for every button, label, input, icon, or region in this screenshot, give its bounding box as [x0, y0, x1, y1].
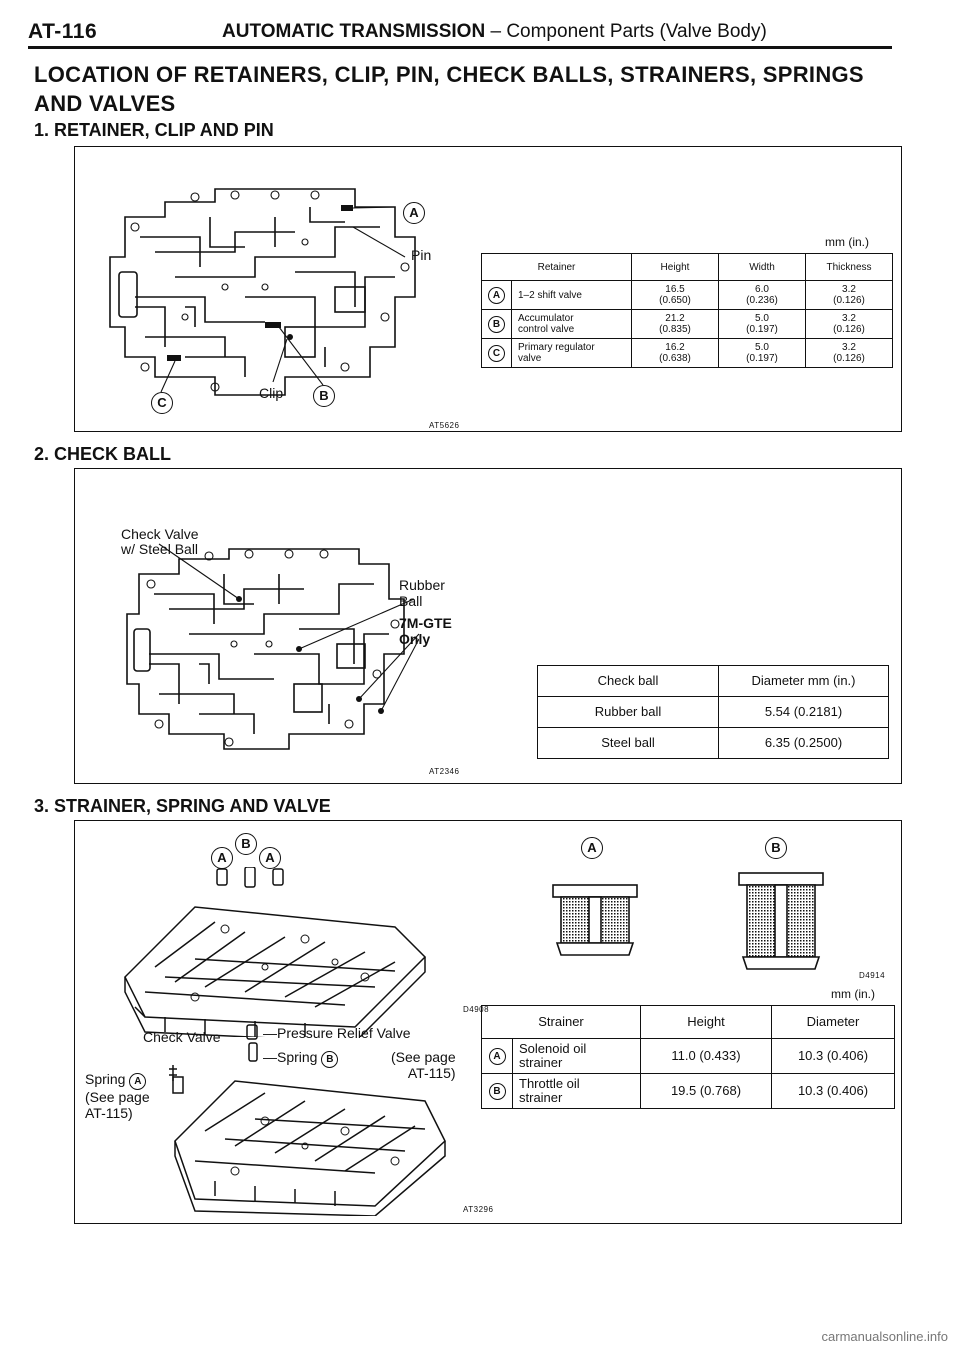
check-valve-label-3: Check Valve: [143, 1029, 221, 1045]
header-width: Width: [719, 254, 806, 281]
strainer-a-marker: A: [581, 837, 603, 859]
lower-valve-body-diagram: [145, 1021, 455, 1216]
header-strainer: Strainer: [482, 1006, 641, 1039]
row-marker: C: [488, 345, 505, 362]
clip-label: Clip: [259, 385, 284, 401]
header-diameter: Diameter mm (in.): [719, 666, 889, 697]
table-row: [538, 728, 889, 759]
strainer-height: 11.0 (0.433): [641, 1039, 772, 1074]
section-3-unit: mm (in.): [831, 987, 875, 1001]
running-header: [222, 21, 767, 43]
retainer-thickness: 3.2 (0.126): [806, 310, 893, 339]
valve-body-diagram-1: [95, 177, 435, 417]
retainer-thickness: 3.2 (0.126): [806, 281, 893, 310]
check-ball-table: [537, 665, 889, 759]
header-thickness: Thickness: [806, 254, 893, 281]
table-header-row: [482, 254, 893, 281]
solenoid-strainer-drawing: [545, 871, 645, 971]
table-header-row: [482, 1006, 895, 1039]
strainer-diameter: 10.3 (0.406): [772, 1074, 895, 1109]
spring-b-label: —Spring B: [263, 1049, 338, 1068]
section-1-heading: 1. RETAINER, CLIP AND PIN: [34, 120, 274, 140]
figure-code-3c: D4914: [859, 971, 886, 980]
ball-diameter: 6.35 (0.2500): [719, 728, 889, 759]
pin-label: Pin: [411, 247, 432, 263]
table-row: [482, 281, 893, 310]
throttle-strainer-drawing: [731, 865, 831, 981]
header-diameter: Diameter: [772, 1006, 895, 1039]
spring-a-label: Spring A: [85, 1071, 146, 1090]
section-3-panel: [74, 820, 902, 1224]
section-2-panel: [74, 468, 902, 784]
strainer-name: Throttle oil strainer: [513, 1074, 641, 1109]
marker-c: C: [151, 392, 173, 414]
retainer-spec-table: [481, 253, 893, 368]
table-row: [482, 1039, 895, 1074]
retainer-width: 6.0 (0.236): [719, 281, 806, 310]
retainer-height: 16.2 (0.638): [632, 339, 719, 368]
retainer-height: 16.5 (0.650): [632, 281, 719, 310]
page-number: AT-116: [28, 20, 98, 43]
ball-type: Rubber ball: [538, 697, 719, 728]
spring-a-see-page: (See page AT-115): [85, 1089, 150, 1121]
row-marker: A: [489, 1048, 506, 1065]
figure-code-3b: AT3296: [463, 1205, 494, 1214]
row-marker: B: [488, 316, 505, 333]
retainer-name: Primary regulator valve: [512, 339, 632, 368]
strainer-spec-table: [481, 1005, 895, 1109]
marker-b: B: [313, 385, 335, 407]
table-row: [482, 1074, 895, 1109]
marker-a-top-left: A: [211, 847, 233, 869]
row-marker: B: [489, 1083, 506, 1100]
marker-a-top-right: A: [259, 847, 281, 869]
table-row: [538, 697, 889, 728]
table-row: [482, 310, 893, 339]
strainer-name: Solenoid oil strainer: [513, 1039, 641, 1074]
spring-b-see-page: (See page AT-115): [391, 1049, 456, 1081]
figure-code-3a: D4908: [463, 1005, 490, 1014]
subsection-name: – Component Parts (Valve Body): [490, 21, 767, 42]
section-name: AUTOMATIC TRANSMISSION: [222, 21, 486, 42]
ball-diameter: 5.54 (0.2181): [719, 697, 889, 728]
retainer-height: 21.2 (0.835): [632, 310, 719, 339]
header-height: Height: [641, 1006, 772, 1039]
marker-b-top: B: [235, 833, 257, 855]
strainer-b-marker: B: [765, 837, 787, 859]
section-1-unit: mm (in.): [825, 235, 869, 249]
section-3-heading: 3. STRAINER, SPRING AND VALVE: [34, 796, 331, 816]
marker-a: A: [403, 202, 425, 224]
table-header-row: [538, 666, 889, 697]
figure-code-2: AT2346: [429, 767, 460, 776]
upper-valve-body-diagram: [105, 867, 435, 1037]
strainer-diameter: 10.3 (0.406): [772, 1039, 895, 1074]
retainer-width: 5.0 (0.197): [719, 310, 806, 339]
section-2-heading: 2. CHECK BALL: [34, 444, 172, 464]
rubber-ball-label: Rubber Ball: [399, 577, 445, 609]
retainer-name: 1–2 shift valve: [512, 281, 632, 310]
retainer-thickness: 3.2 (0.126): [806, 339, 893, 368]
retainer-name: Accumulator control valve: [512, 310, 632, 339]
page-title: LOCATION OF RETAINERS, CLIP, PIN, CHECK BALLS, STRAINERS, SPRINGS AND VALVES: [34, 62, 864, 116]
header-rule: [28, 46, 892, 49]
pressure-relief-valve-label: —Pressure Relief Valve: [263, 1025, 411, 1041]
section-1-panel: [74, 146, 902, 432]
header-retainer: Retainer: [482, 254, 632, 281]
check-valve-label: Check Valve w/ Steel Ball: [121, 526, 199, 557]
figure-code-1: AT5626: [429, 421, 460, 430]
watermark: carmanualsonline.info: [821, 1329, 948, 1344]
row-marker: A: [488, 287, 505, 304]
ball-type: Steel ball: [538, 728, 719, 759]
engine-note-label: 7M-GTE Only: [399, 615, 452, 647]
header-check-ball: Check ball: [538, 666, 719, 697]
header-height: Height: [632, 254, 719, 281]
strainer-height: 19.5 (0.768): [641, 1074, 772, 1109]
table-row: [482, 339, 893, 368]
retainer-width: 5.0 (0.197): [719, 339, 806, 368]
valve-body-diagram-2: [119, 539, 419, 764]
